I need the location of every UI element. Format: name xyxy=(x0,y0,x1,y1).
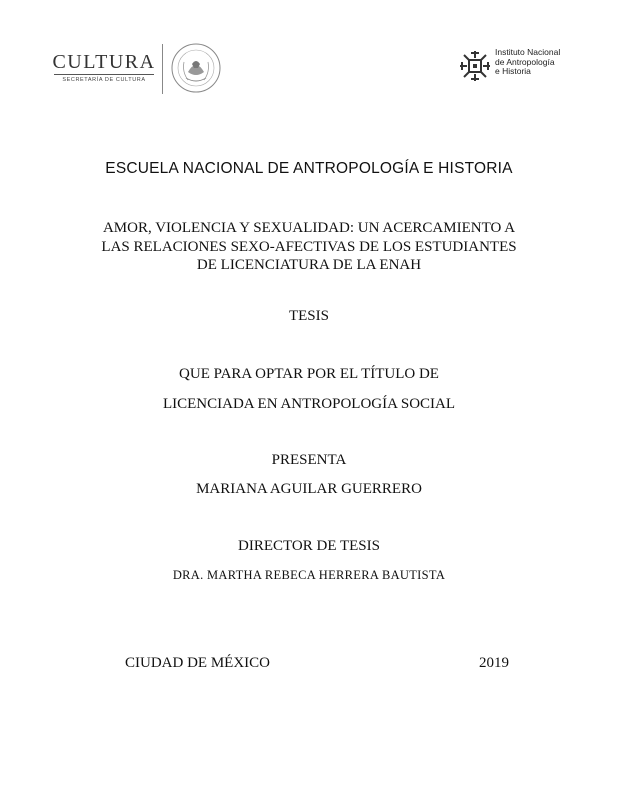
cultura-divider xyxy=(54,74,154,75)
inah-emblem-icon xyxy=(458,49,492,83)
cultura-subtitle: SECRETARÍA DE CULTURA xyxy=(62,77,146,83)
document-type: TESIS xyxy=(288,308,329,324)
inah-logo xyxy=(458,45,568,85)
director-name: DRA. MARTHA REBECA HERRERA BAUTISTA xyxy=(172,568,446,582)
thesis-title-line-1: AMOR, VIOLENCIA Y SEXUALIDAD: UN ACERCAMIENTO A xyxy=(102,220,516,236)
thesis-title xyxy=(0,219,618,275)
city: CIUDAD DE MÉXICO xyxy=(125,655,270,671)
thesis-title-line-3: DE LICENCIATURA DE LA ENAH xyxy=(196,257,422,273)
inah-name: Instituto Nacional de Antropología e Historia xyxy=(495,47,561,76)
cultura-wordmark: CULTURA xyxy=(52,51,156,73)
school-name: ESCUELA NACIONAL DE ANTROPOLOGÍA E HISTORIA xyxy=(105,160,513,177)
author-name: MARIANA AGUILAR GUERRERO xyxy=(196,481,422,497)
degree-line-1: QUE PARA OPTAR POR EL TÍTULO DE xyxy=(179,366,439,382)
cultura-logo xyxy=(52,38,222,100)
thesis-title-line-2: LAS RELACIONES SEXO-AFECTIVAS DE LOS ESTUDIANTES xyxy=(101,238,517,255)
presenter-label: PRESENTA xyxy=(271,452,347,468)
year: 2019 xyxy=(479,655,509,671)
logo-vertical-divider xyxy=(162,44,163,94)
degree-line-2: LICENCIADA EN ANTROPOLOGÍA SOCIAL xyxy=(162,396,456,412)
director-label: DIRECTOR DE TESIS xyxy=(238,538,380,554)
mexico-coat-of-arms-seal-icon xyxy=(170,42,222,94)
